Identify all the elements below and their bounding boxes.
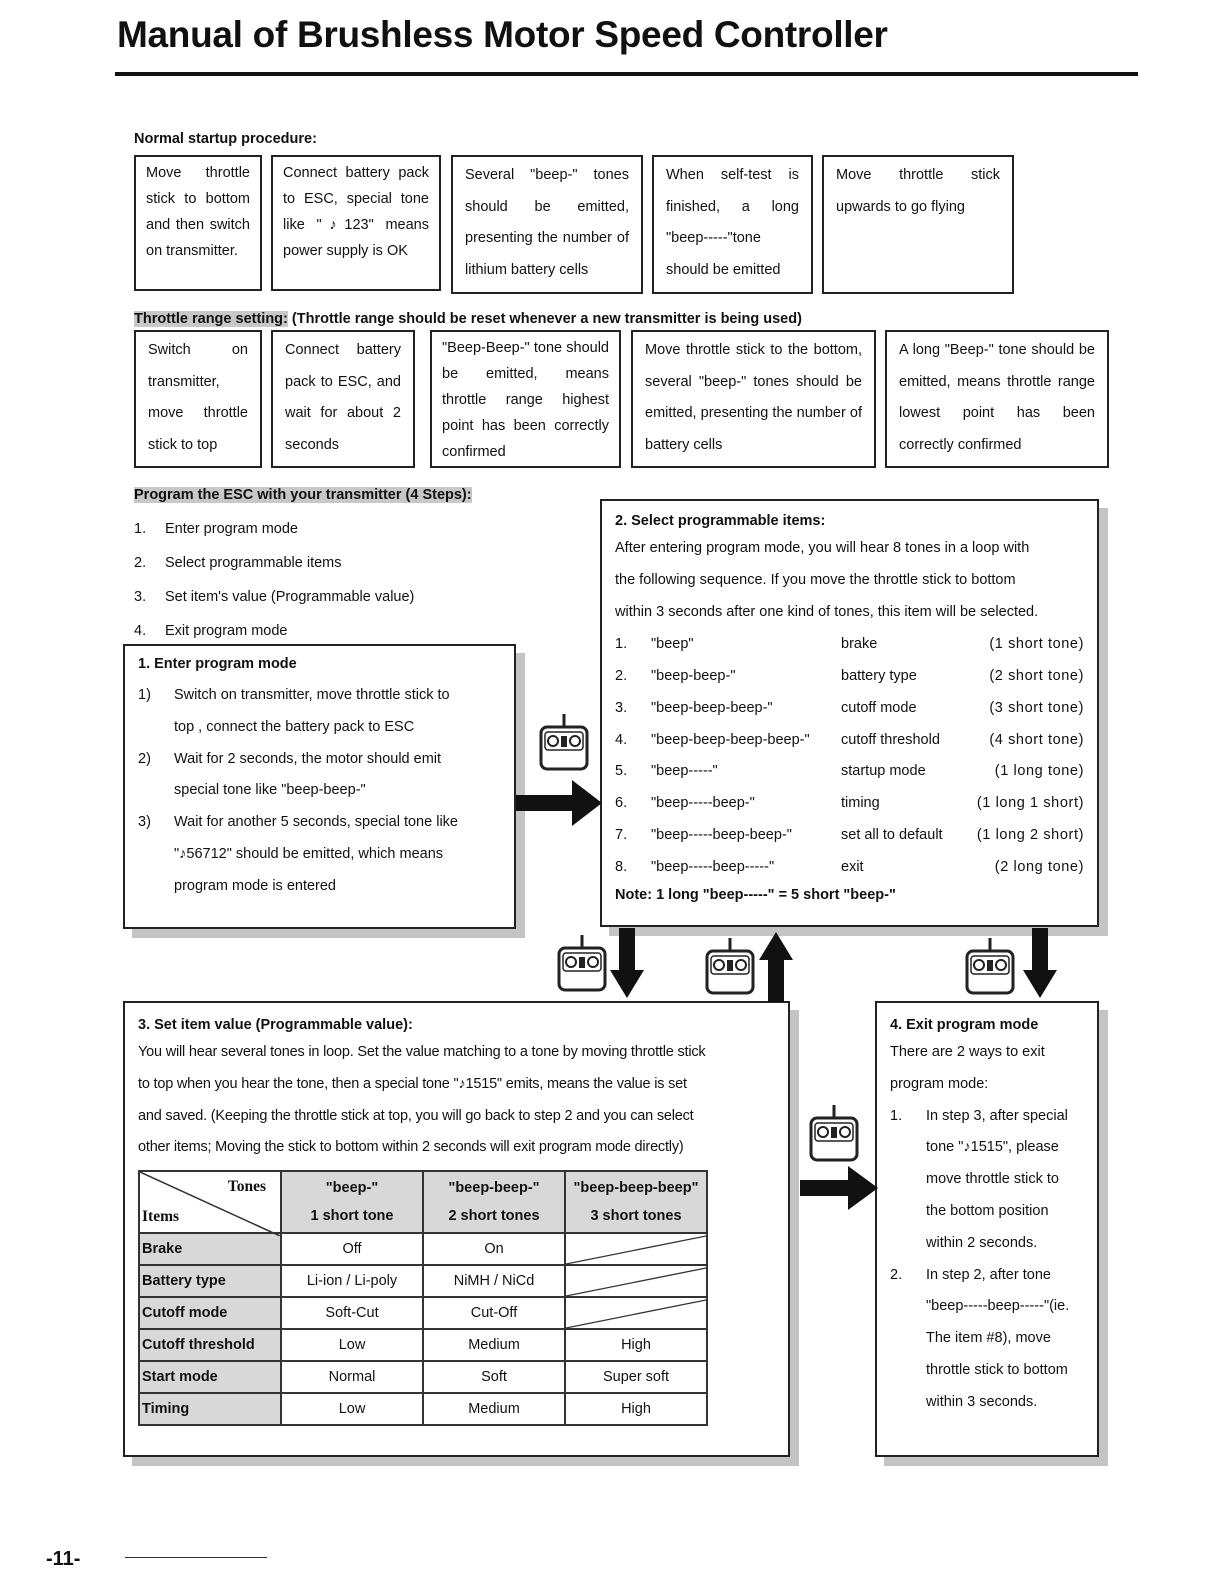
value-cell: Medium [423, 1329, 565, 1361]
exit-program-intro: There are 2 ways to exit program mode: [890, 1044, 1045, 1092]
item-name-cell: Cutoff mode [139, 1297, 281, 1329]
throttle-step-2: Connect battery pack to ESC, and wait for about 2 seconds [271, 330, 415, 468]
value-cell: Li-ion / Li-poly [281, 1265, 423, 1297]
title-divider [115, 72, 1138, 76]
startup-step-1: Move throttle stick to bottom and then switch on transmitter. [134, 155, 262, 291]
arrow-up-icon [759, 932, 793, 1002]
footer-rule [125, 1557, 267, 1558]
startup-step-3: Several "beep-" tones should be emitted, presenting the number of lithium battery cells [451, 155, 643, 294]
enter-program-panel [123, 644, 516, 929]
arrow-down-icon [610, 928, 644, 998]
value-cell: High [565, 1329, 707, 1361]
table-header-cell: "beep-beep-beep" 3 short tones [565, 1171, 707, 1233]
select-items-title: 2. Select programmable items: [615, 513, 826, 529]
item-name-cell: Cutoff threshold [139, 1329, 281, 1361]
program-label: Program the ESC with your transmitter (4 Steps): [134, 487, 472, 503]
item-name-cell: Battery type [139, 1265, 281, 1297]
select-items-list [615, 628, 1084, 882]
arrow-right-icon [516, 780, 602, 826]
item-name-cell: Timing [139, 1393, 281, 1425]
item-name-cell: Start mode [139, 1361, 281, 1393]
throttle-step-1: Switch on transmitter, move throttle stick to top [134, 330, 262, 468]
exit-program-panel [875, 1001, 1099, 1457]
exit-program-title: 4. Exit program mode [890, 1017, 1039, 1033]
table-row [139, 1361, 707, 1393]
startup-step-4: When self-test is finished, a long "beep-----"tone should be emitted [652, 155, 813, 294]
startup-step-5: Move throttle stick upwards to go flying [822, 155, 1014, 294]
page-number: -11- [46, 1548, 81, 1570]
value-cell: Soft-Cut [281, 1297, 423, 1329]
exit-program-steps [890, 1101, 1084, 1419]
value-cell: Soft [423, 1361, 565, 1393]
transmitter-icon [556, 933, 612, 993]
list-item: 1) Switch on transmitter, move throttle stick to top , connect the battery pack to ESC [138, 687, 450, 735]
throttle-range-note: (Throttle range should be reset whenever a new transmitter is being used) [287, 311, 802, 327]
tone-value-table [138, 1170, 708, 1426]
transmitter-icon [964, 936, 1020, 996]
programmable-item-row: 4. "beep-beep-beep-beep-" cutoff threshold (4 short tone) [615, 731, 1084, 748]
value-cell: NiMH / NiCd [423, 1265, 565, 1297]
value-cell: Super soft [565, 1361, 707, 1393]
programmable-item-row: 1. "beep" brake (1 short tone) [615, 636, 1084, 653]
programmable-item-row: 5. "beep-----" startup mode (1 long tone) [615, 763, 1084, 780]
table-row [139, 1329, 707, 1361]
table-header-cell: "beep-beep-" 2 short tones [423, 1171, 565, 1233]
list-item: 3) Wait for another 5 seconds, special tone like "♪56712" should be emitted, which means program mode is entered [138, 814, 458, 894]
programmable-item-row: 7. "beep-----beep-beep-" set all to default (1 long 2 short) [615, 827, 1084, 844]
throttle-step-3: "Beep-Beep-" tone should be emitted, means throttle range highest point has been correctly confirmed [430, 330, 621, 468]
table-header-cell: "beep-" 1 short tone [281, 1171, 423, 1233]
table-row [139, 1265, 707, 1297]
normal-startup-label: Normal startup procedure: [134, 131, 317, 147]
throttle-range-heading [134, 311, 802, 327]
list-item: 2. In step 2, after tone "beep-----beep-----"(ie. The item #8), move throttle stick to bottom within 3 seconds. [890, 1266, 1070, 1410]
arrow-right-icon [800, 1166, 878, 1210]
program-step: 4. Exit program mode [134, 623, 288, 639]
throttle-range-label: Throttle range setting: [134, 311, 288, 327]
select-items-panel [600, 499, 1099, 927]
programmable-item-row: 6. "beep-----beep-" timing (1 long 1 short) [615, 795, 1084, 812]
table-corner-cell [139, 1171, 281, 1233]
page-title: Manual of Brushless Motor Speed Controller [117, 14, 888, 55]
arrow-down-icon [1023, 928, 1057, 998]
value-cell: Low [281, 1329, 423, 1361]
throttle-step-5: A long "Beep-" tone should be emitted, means throttle range lowest point has been correctly confirmed [885, 330, 1109, 468]
value-cell: Medium [423, 1393, 565, 1425]
table-row [139, 1297, 707, 1329]
value-cell: Normal [281, 1361, 423, 1393]
enter-program-title: 1. Enter program mode [138, 656, 297, 672]
program-steps-list [134, 521, 414, 657]
value-cell: High [565, 1393, 707, 1425]
empty-value-cell [565, 1265, 707, 1297]
value-cell: Off [281, 1233, 423, 1265]
select-items-intro: After entering program mode, you will hear 8 tones in a loop with the following sequence. If you move the throttle stick to bottom within 3 seconds after one kind of tones, this item will be selected. [615, 540, 1039, 620]
table-row [139, 1233, 707, 1265]
value-cell: Cut-Off [423, 1297, 565, 1329]
set-value-intro: You will hear several tones in loop. Set the value matching to a tone by moving throttle stick to top when you hear the tone, then a special tone "♪1515" emits, means the value is set and saved. (Keeping the throttle stick at top, you will go back to step 2 and you can select other items; Moving the stick to bottom within 2 seconds will exit program mode directly) [138, 1044, 706, 1156]
table-row [139, 1393, 707, 1425]
value-cell: On [423, 1233, 565, 1265]
list-item: 2) Wait for 2 seconds, the motor should emit special tone like "beep-beep-" [138, 750, 442, 799]
set-value-title: 3. Set item value (Programmable value): [138, 1017, 413, 1033]
startup-step-2: Connect battery pack to ESC, special tone like "♪123" means power supply is OK [271, 155, 441, 291]
programmable-item-row: 8. "beep-----beep-----" exit (2 long tone) [615, 858, 1084, 875]
program-step: 3. Set item's value (Programmable value) [134, 589, 415, 605]
empty-value-cell [565, 1233, 707, 1265]
enter-program-steps [138, 680, 502, 903]
value-cell: Low [281, 1393, 423, 1425]
programmable-item-row: 2. "beep-beep-" battery type (2 short tone) [615, 668, 1084, 685]
program-step: 1. Enter program mode [134, 521, 298, 537]
corner-tones-label: Tones [227, 1178, 266, 1196]
transmitter-icon [704, 936, 760, 996]
set-value-panel [123, 1001, 790, 1457]
throttle-step-4: Move throttle stick to the bottom, several "beep-" tones should be emitted, presenting the number of battery cells [631, 330, 876, 468]
list-item: 1. In step 3, after special tone "♪1515", please move throttle stick to the bottom position within 2 seconds. [890, 1107, 1068, 1251]
select-items-note: Note: 1 long "beep-----" = 5 short "beep-" [615, 886, 896, 903]
item-name-cell: Brake [139, 1233, 281, 1265]
transmitter-icon [808, 1103, 864, 1163]
program-step: 2. Select programmable items [134, 555, 342, 571]
transmitter-icon [538, 712, 594, 772]
corner-items-label: Items [142, 1208, 180, 1226]
programmable-item-row: 3. "beep-beep-beep-" cutoff mode (3 short tone) [615, 699, 1084, 716]
empty-value-cell [565, 1297, 707, 1329]
